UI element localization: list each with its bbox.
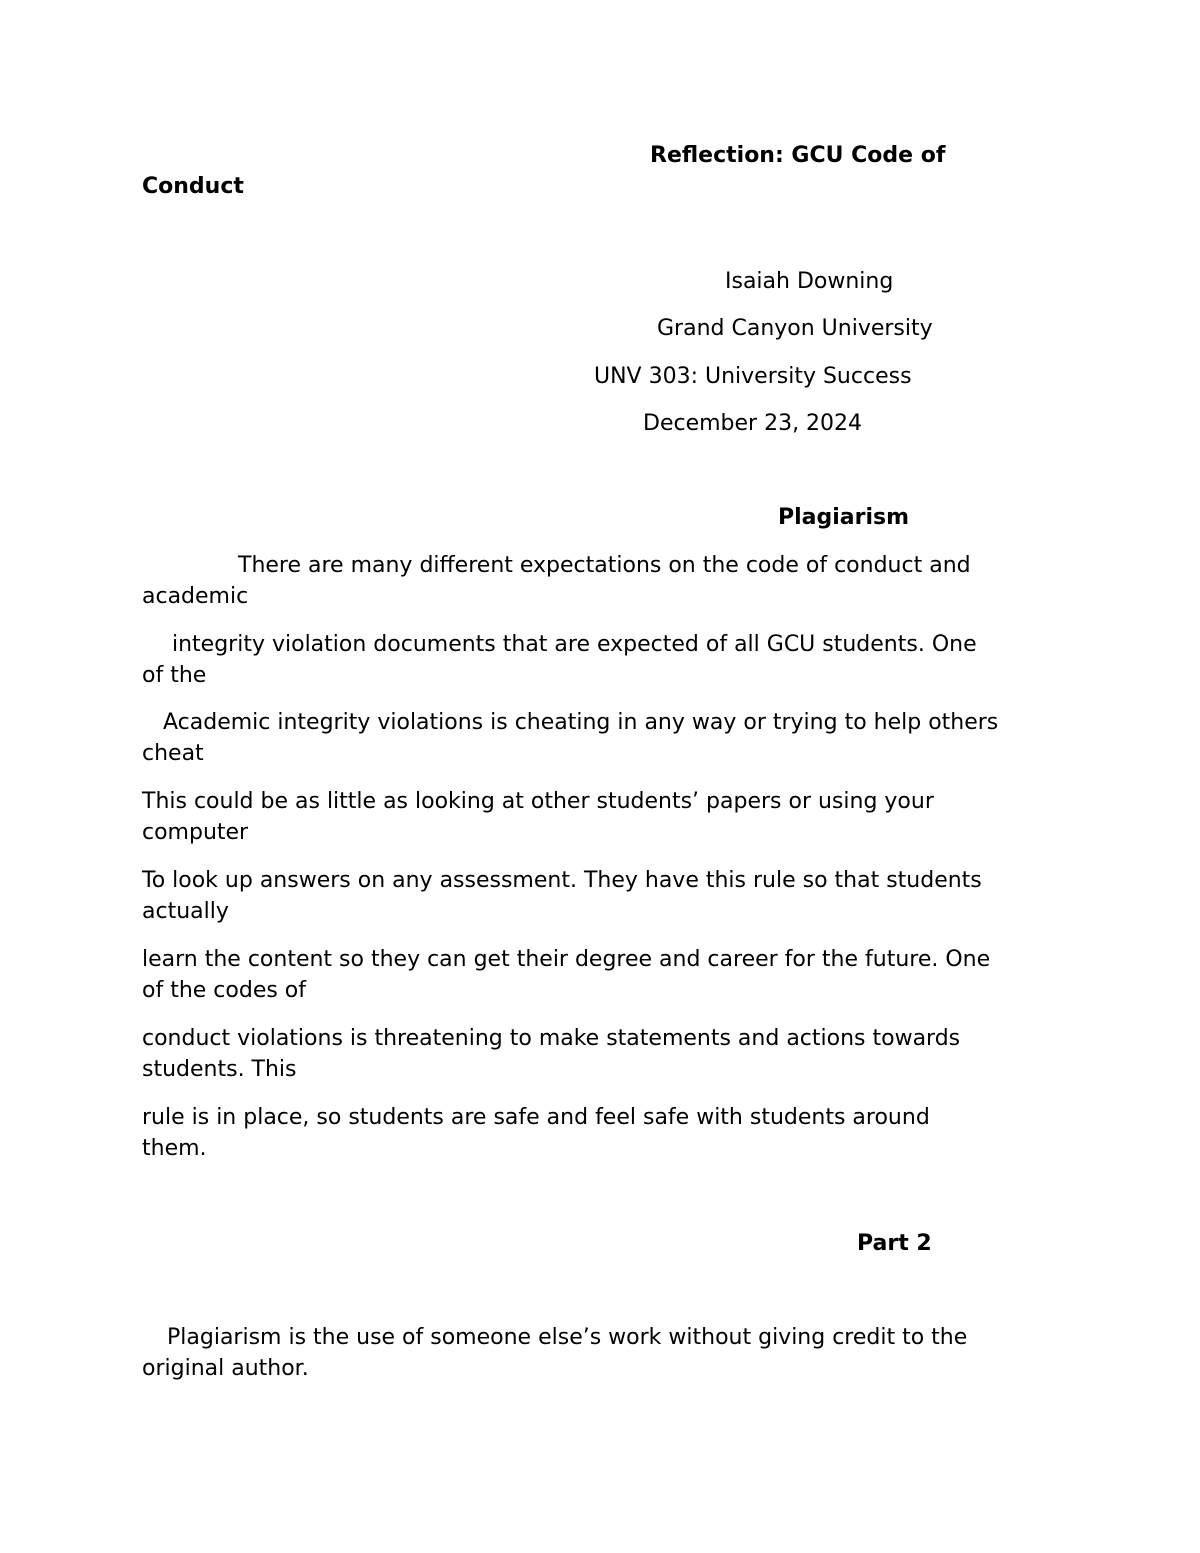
paragraph-line: of the [142,663,207,688]
paragraph-line: rule is in place, so students are safe and feel safe with students around [142,1105,930,1130]
paragraph-line: actually [142,899,229,924]
paragraph-line: learn the content so they can get their degree and career for the future. One [142,947,991,972]
paragraph-line: There are many different expectations on the code of conduct and [238,553,971,578]
author-name: Isaiah Downing [725,269,894,294]
submission-date: December 23, 2024 [643,411,863,436]
title-line-1: Reflection: GCU Code of [650,143,946,168]
course-name: UNV 303: University Success [594,364,912,389]
paragraph-line: To look up answers on any assessment. They have this rule so that students [142,868,982,893]
paragraph-line: original author. [142,1356,309,1381]
paragraph-line: them. [142,1136,207,1161]
institution-name: Grand Canyon University [657,316,933,341]
paragraph-line: This could be as little as looking at other students’ papers or using your [142,789,934,814]
paragraph-line: Plagiarism is the use of someone else’s work without giving credit to the [167,1325,968,1350]
title-line-2: Conduct [142,174,244,199]
paragraph-line: integrity violation documents that are expected of all GCU students. One [172,632,977,657]
section-heading-part-2: Part 2 [857,1231,932,1256]
paragraph-line: computer [142,820,249,845]
paragraph-line: students. This [142,1057,297,1082]
paragraph-line: conduct violations is threatening to make statements and actions towards [142,1026,961,1051]
section-heading-plagiarism: Plagiarism [778,505,910,530]
paragraph-line: of the codes of [142,978,307,1003]
paragraph-line: cheat [142,741,204,766]
paragraph-line: Academic integrity violations is cheating in any way or trying to help others [163,710,999,735]
paragraph-line: academic [142,584,249,609]
